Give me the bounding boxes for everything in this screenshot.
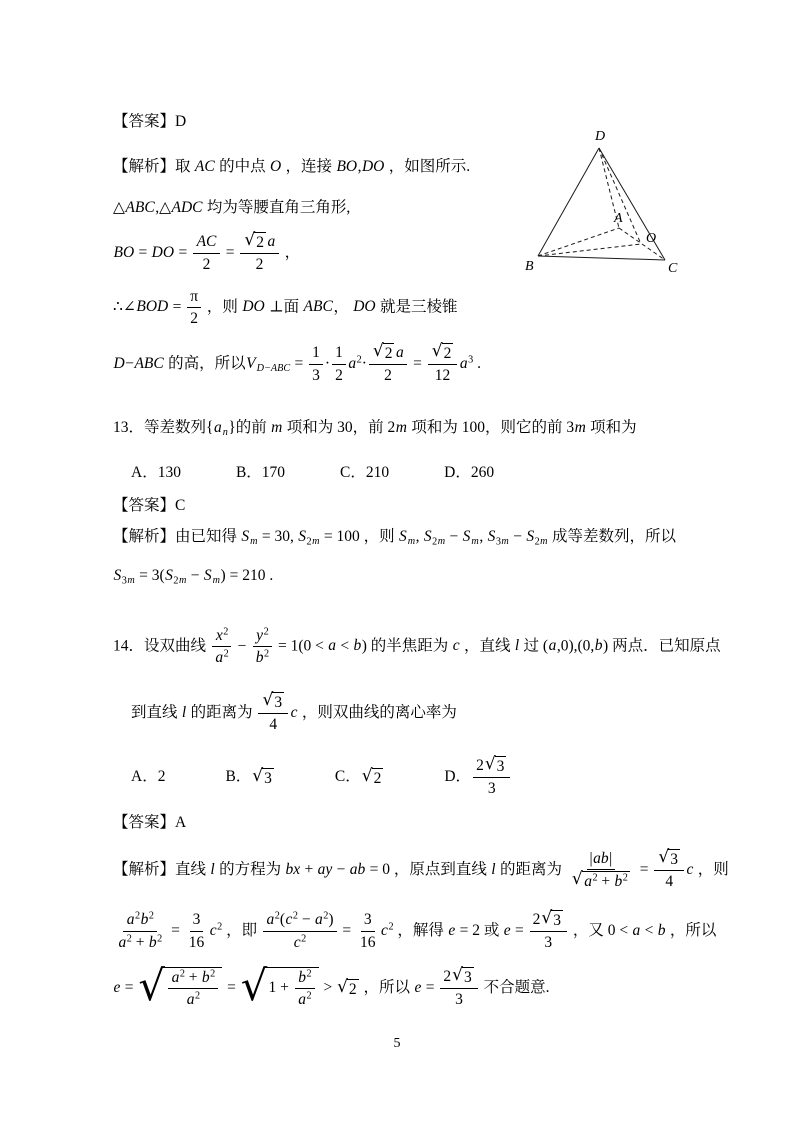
svg-text:B: B bbox=[525, 259, 534, 274]
q12-analysis-line-4: ∴∠BOD = $\frac{\pi}{2}$ ，则 DO ⊥面 ABC， DO 就是三棱锥 bbox=[113, 287, 458, 327]
q12-analysis-line-5: D−ABC 的高，所以$V_{D-ABC}$ = $\frac{1}{3}$ · $\frac{1}{2}$ $a^2\cdot$ √ 2 a 2 = √ 2 12 $a^3$ . bbox=[113, 340, 481, 385]
q14-stem-line-1: 14．设双曲线 $\frac{x^2}{a^2}$ − $\frac{y^2}{b^2}$ = 1(0 < a < b) 的半焦距为 c ，直线 l 过 (a,0),(0,b) 两点．已知原点 bbox=[113, 625, 721, 666]
q14-options: A．2 B． √ 3 C． √ 2 D． 2 √ 3 3 bbox=[131, 756, 512, 799]
q14-stem-line-2: 到直线 l 的距离为 √ 3 4 c ，则双曲线的离心率为 bbox=[131, 689, 457, 734]
q14-analysis-line-1: 【解析】直线 l 的方程为 bx + ay − ab = 0 ，原点到直线 l 的距离为 | ab | √ $a^2$ + $b^2$ = √ 3 4 c ，则 bbox=[113, 846, 729, 891]
svg-text:C: C bbox=[668, 261, 678, 276]
q14-analysis-line-3: e = √ $a^2$ + $b^2$ $a^2$ = √ 1 + $\frac{b^2}{a^2}$ > √ 2 ，所以 e = 2 √ 3 3 不合题意. bbox=[113, 960, 550, 1010]
svg-text:A: A bbox=[614, 211, 623, 226]
q12-analysis-line-1: 【解析】取 AC 的中点 O ，连接 BO,DO ，如图所示. bbox=[113, 157, 471, 175]
tetrahedron-figure bbox=[521, 128, 685, 280]
q12-analysis-line-2: △ABC,△ADC 均为等腰直角三角形, bbox=[113, 198, 351, 216]
q13-options: A．130 B．170 C．210 D．260 bbox=[131, 463, 495, 481]
q13-analysis-line-1: 【解析】由已知得 $S_m = 30$, $S_{2m} = 100$ ，则 $S_m$, $S_{2m} - S_m$, $S_{3m} - S_{2m}$ 成等差数列，所以 bbox=[113, 527, 676, 547]
svg-text:D: D bbox=[595, 129, 606, 144]
q14-answer: 【答案】A bbox=[113, 813, 187, 831]
q12-answer: 【答案】D bbox=[113, 112, 187, 130]
page-number: 5 bbox=[393, 1036, 401, 1051]
q12-analysis-line-3: BO = DO = $\frac{AC}{2}$ = √ 2 a 2 ， bbox=[113, 229, 301, 274]
q13-stem: 13．等差数列$\{a_n\}$的前 m 项和为 30，前 2m 项和为 100，则它的前 3m 项和为 bbox=[113, 418, 637, 438]
q13-answer: 【答案】C bbox=[113, 496, 186, 514]
q14-analysis-line-2: $a^2$ $b^2$ $a^2$ + $b^2$ = $\frac{3}{16}$ $c^2$ ，即 $a^2$ ( $c^2$ − $a^2$ ) $c^2$ = $\frac{3}{16}$ $c^2$ ，解得 e = 2 或 e = 2 √ 3 3 ，又 0 < a < b ，所以 bbox=[118, 907, 717, 952]
q13-analysis-line-2: $S_{3m} = 3(S_{2m} - S_m) = 210$ . bbox=[113, 566, 274, 586]
svg-text:O: O bbox=[646, 231, 657, 246]
